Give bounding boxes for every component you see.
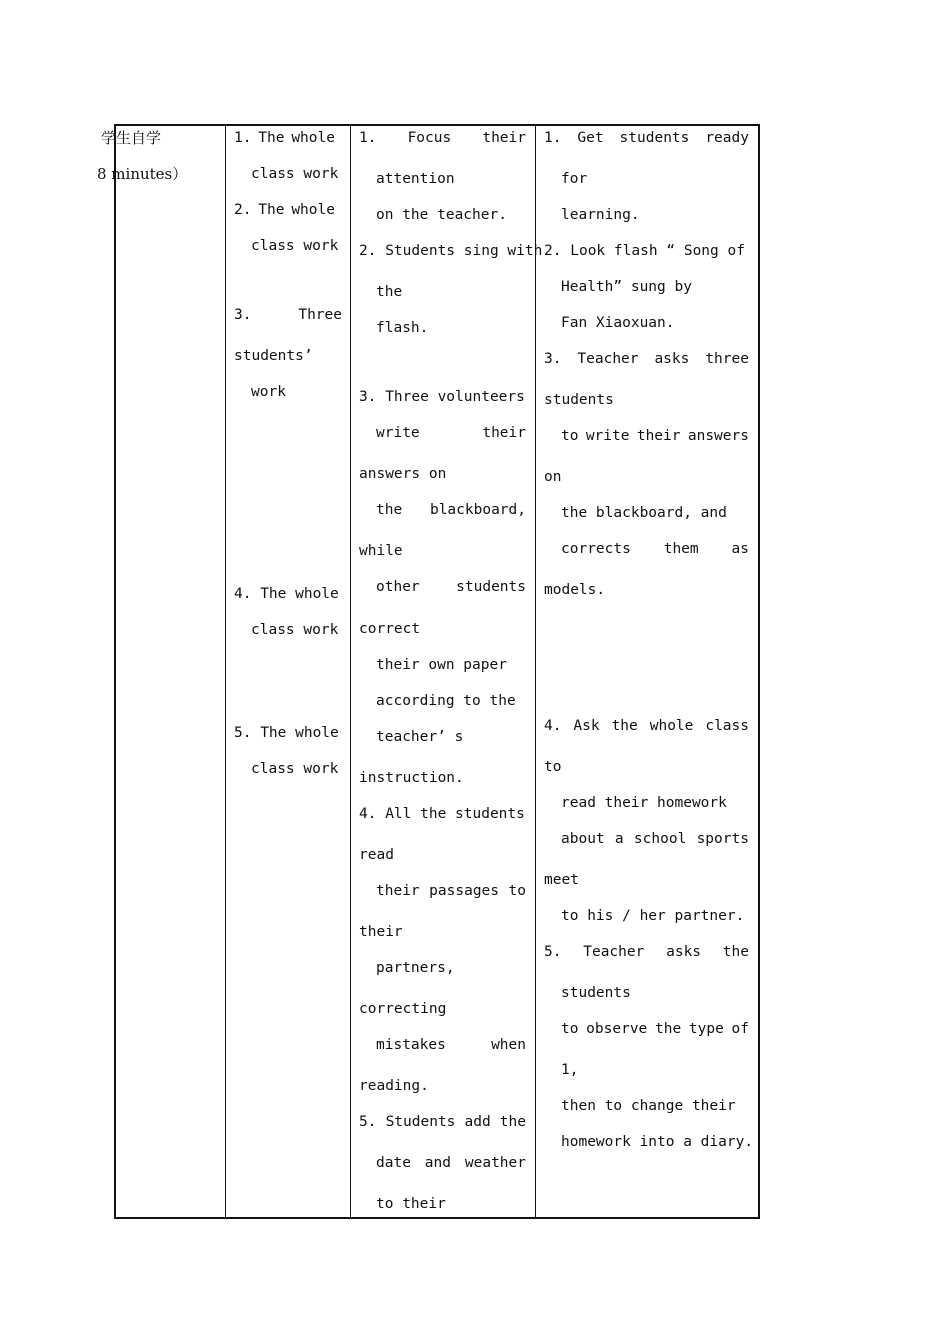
teacher-task-line: models. <box>544 582 606 598</box>
teacher-task-line: read their homework <box>561 795 727 811</box>
student-task-line: the <box>376 284 403 300</box>
student-activity-line: class work <box>251 761 339 777</box>
student-task-line: instruction. <box>359 770 464 786</box>
teacher-task-line: learning. <box>561 207 640 223</box>
teacher-task-line: meet <box>544 872 579 888</box>
teacher-task-line: to observe the type of <box>561 1021 749 1037</box>
student-task-line: flash. <box>376 320 429 336</box>
teacher-task-line: homework into a diary. <box>561 1134 754 1150</box>
stage-duration: 8 minutes） <box>97 165 188 183</box>
student-activity-line: class work <box>251 622 339 638</box>
student-task-line: reading. <box>359 1078 429 1094</box>
student-task-line: answers on <box>359 466 447 482</box>
student-activity-line: 5. The whole <box>234 725 339 741</box>
teacher-task-line: corrects them as <box>561 541 749 557</box>
student-activity-line: class work <box>251 166 339 182</box>
teacher-task-line: for <box>561 171 588 187</box>
student-task-line: partners, <box>376 960 455 976</box>
column-divider <box>535 126 536 1217</box>
student-task-line: the blackboard, <box>376 502 526 518</box>
teacher-task-line: to his / her partner. <box>561 908 745 924</box>
student-activity-line: work <box>251 384 286 400</box>
student-task-line: on the teacher. <box>376 207 507 223</box>
student-task-line: correcting <box>359 1001 447 1017</box>
student-task-line: while <box>359 543 403 559</box>
student-task-line: 1. Focus their <box>359 130 526 146</box>
teacher-task-line: 4. Ask the whole class <box>544 718 749 734</box>
teacher-task-line: about a school sports <box>561 831 749 847</box>
student-task-line: their passages to <box>376 883 526 899</box>
teacher-task-line: then to change their <box>561 1098 736 1114</box>
student-task-line: write their <box>376 425 526 441</box>
student-activity-line: 1. The whole <box>234 130 335 146</box>
student-activity-line: 2. The whole <box>234 202 335 218</box>
student-task-line: read <box>359 847 394 863</box>
student-activity-line: students’ <box>234 348 313 364</box>
column-divider <box>225 126 226 1217</box>
teacher-task-line: 1, <box>561 1062 579 1078</box>
teacher-task-line: to <box>544 759 562 775</box>
teacher-task-line: Health” sung by <box>561 279 692 295</box>
student-task-line: according to the <box>376 693 516 709</box>
teacher-task-line: students <box>561 985 631 1001</box>
student-task-line: their own paper <box>376 657 507 673</box>
teacher-task-line: to write their answers <box>561 428 749 444</box>
teacher-task-line: Fan Xiaoxuan. <box>561 315 675 331</box>
student-task-line: to their <box>376 1196 446 1212</box>
student-task-line: 2. Students sing with <box>359 243 543 259</box>
student-task-line: teacher’ s <box>376 729 464 745</box>
student-task-line: 5. Students add the <box>359 1114 526 1130</box>
student-activity-line: 4. The whole <box>234 586 339 602</box>
student-task-line: mistakes when <box>376 1037 526 1053</box>
teacher-task-line: on <box>544 469 562 485</box>
teacher-task-line: 3. Teacher asks three <box>544 351 749 367</box>
teacher-task-line: the blackboard, and <box>561 505 727 521</box>
student-task-line: other students <box>376 579 526 595</box>
student-activity-line: class work <box>251 238 339 254</box>
teacher-task-line: 5. Teacher asks the <box>544 944 749 960</box>
stage-title: 学生自学 <box>101 129 162 147</box>
student-task-line: 3. Three volunteers <box>359 389 525 405</box>
student-activity-line: 3. Three <box>234 307 342 323</box>
column-divider <box>350 126 351 1217</box>
student-task-line: attention <box>376 171 455 187</box>
teacher-task-line: students <box>544 392 614 408</box>
student-task-line: correct <box>359 621 421 637</box>
student-task-line: 4. All the students <box>359 806 525 822</box>
student-task-line: their <box>359 924 403 940</box>
student-task-line: date and weather <box>376 1155 526 1171</box>
teacher-task-line: 2. Look flash “ Song of <box>544 243 745 259</box>
teacher-task-line: 1. Get students ready <box>544 130 749 146</box>
